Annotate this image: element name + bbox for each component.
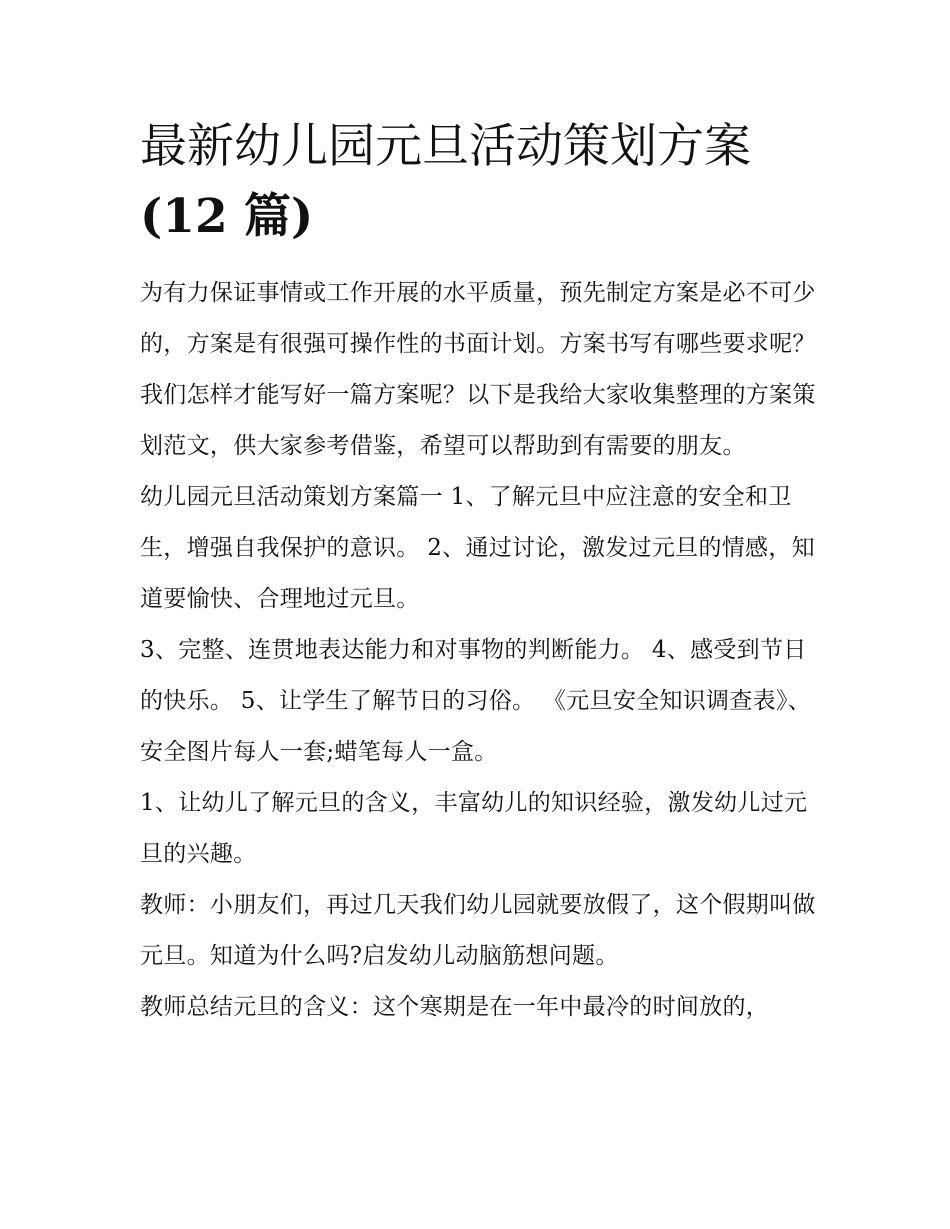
paragraph-intro: 为有力保证事情或工作开展的水平质量，预先制定方案是必不可少的，方案是有很强可操作性的书面计划。方案书写有哪些要求呢？我们怎样才能写好一篇方案呢？以下是我给大家收集整理的方案策划范文，供大家参考借鉴，希望可以帮助到有需要的朋友。 — [140, 280, 816, 459]
paragraph-goals: 3、完整、连贯地表达能力和对事物的判断能力。 4、感受到节日的快乐。 5、让学生了解节日的习俗。 《元旦安全知识调查表》、安全图片每人一套;蜡笔每人一盒。 — [140, 637, 812, 765]
document-content — [140, 112, 820, 1033]
title-subtitle: (12 篇) — [140, 189, 314, 244]
paragraph-step-one: 1、让幼儿了解元旦的含义，丰富幼儿的知识经验，激发幼儿过元旦的兴趣。 — [140, 790, 808, 867]
paragraph-teacher-summary: 教师总结元旦的含义：这个寒期是在一年中最冷的时间放的， — [140, 994, 770, 1020]
document-title — [140, 112, 820, 252]
paragraph-teacher-question: 教师：小朋友们，再过几天我们幼儿园就要放假了，这个假期叫做元旦。知道为什么吗?启发幼儿动脑筋想问题。 — [140, 892, 816, 969]
paragraph-section-one: 幼儿园元旦活动策划方案篇一 1、了解元旦中应注意的安全和卫生，增强自我保护的意识。 2、通过讨论，激发过元旦的情感，知道要愉快、合理地过元旦。 — [140, 484, 815, 612]
title-main: 最新幼儿园元旦活动策划方案 — [140, 119, 751, 174]
